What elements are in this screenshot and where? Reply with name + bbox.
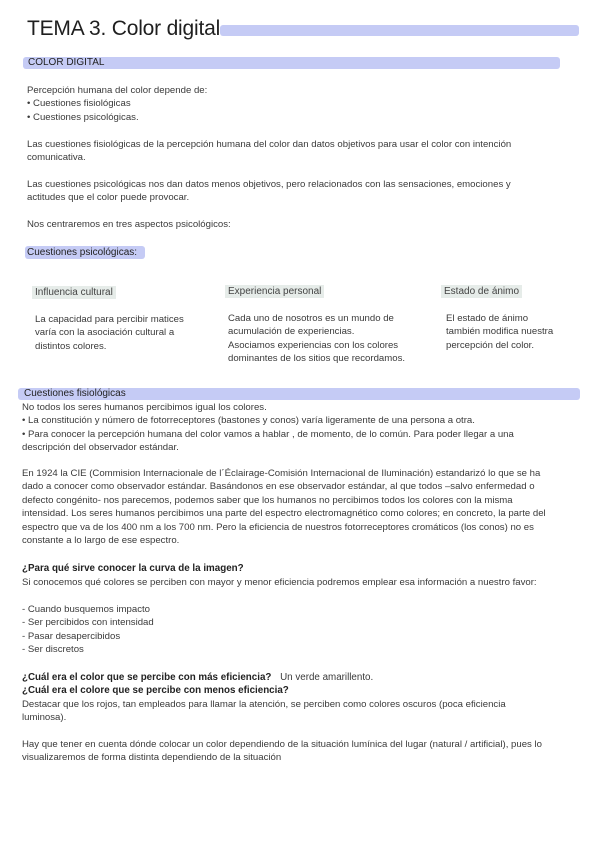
column-line: también modifica nuestra — [446, 326, 554, 338]
column-text-estado-de-animo — [446, 312, 553, 352]
paragraph-line: visualizaremos de forma distinta dependiendo de la situación — [22, 752, 282, 764]
list-item: - Cuando busquemos impacto — [22, 604, 150, 615]
intro-line: Percepción humana del color depende de: — [27, 85, 208, 96]
column-line: distintos colores. — [35, 340, 107, 352]
column-heading-estado-de-animo: Estado de ánimo — [441, 285, 522, 298]
page-title: TEMA 3. Color digital — [27, 17, 221, 40]
column-line: dominantes de los sitios que recordamos. — [228, 353, 406, 365]
column-heading-influencia-cultural: Influencia cultural — [32, 286, 116, 299]
column-line: El estado de ánimo — [446, 313, 529, 324]
list-item: - Ser discretos — [22, 644, 84, 656]
column-text-experiencia-personal — [228, 312, 405, 366]
efficiency-question-2 — [22, 684, 289, 697]
paragraph-line: Las cuestiones psicológicas nos dan datos menos objetivos, pero relacionados con las sensaciones, emociones y — [27, 179, 511, 190]
curve-answer — [22, 576, 587, 589]
efficiency-question-1-text: ¿Cuál era el color que se percibe con más eficiencia? — [22, 672, 272, 683]
title-underline-bar — [220, 25, 579, 36]
section-title-psicologicas: Cuestiones psicológicas: — [27, 247, 138, 258]
paragraph-line: Si conocemos qué colores se perciben con mayor y menor eficiencia podremos emplear esa información a nuestro favor: — [22, 577, 537, 588]
paragraph-line: constante a lo largo de ese espectro. — [22, 535, 180, 547]
paragraph-line: luminosa). — [22, 712, 67, 724]
efficiency-question-1 — [22, 671, 373, 684]
intro-line: • Cuestiones fisiológicas — [27, 98, 131, 110]
intro-paragraph-2 — [27, 178, 572, 205]
fisio-block — [22, 401, 582, 455]
paragraph-line: Hay que tener en cuenta dónde colocar un color dependiendo de la situación lumínica del lugar (natural / artificial), pues lo — [22, 739, 542, 750]
list-item: - Pasar desapercibidos — [22, 630, 121, 642]
paragraph-line: • La constitución y número de fotorreceptores (bastones y conos) varía ligeramente de una persona a otra. — [22, 415, 475, 427]
efficiency-answer-2 — [22, 698, 582, 725]
section-title-fisiologicas: Cuestiones fisiológicas — [24, 388, 126, 399]
intro-block — [27, 84, 567, 124]
list-item: - Ser percibidos con intensidad — [22, 617, 154, 629]
paragraph-line: intensidad. Los seres humanos percibimos una parte del espectro electromagnético como colores; en concreto, la parte del — [22, 508, 546, 520]
paragraph-line: defecto congénito- nos parecemos, podemos saber que los humanos no percibimos todos los colores con la misma — [22, 494, 513, 506]
column-line: acumulación de experiencias. — [228, 326, 355, 338]
curve-question-text: ¿Para qué sirve conocer la curva de la imagen? — [22, 563, 244, 574]
paragraph-line: actitudes que el color puede provocar. — [27, 192, 190, 204]
purpose-list — [22, 603, 154, 657]
paragraph-line: Las cuestiones fisiológicas de la percepción humana del color dan datos objetivos para usar el color con intención — [27, 139, 512, 150]
paragraph-line: comunicativa. — [27, 152, 86, 164]
column-line: Asociamos experiencias con los colores — [228, 339, 399, 351]
column-line: percepción del color. — [446, 339, 534, 351]
intro-line: • Cuestiones psicológicas. — [27, 111, 139, 123]
curve-question — [22, 562, 244, 575]
paragraph-line: No todos los seres humanos percibimos igual los colores. — [22, 402, 267, 413]
intro-paragraph-3: Nos centraremos en tres aspectos psicológicos: — [27, 219, 231, 230]
efficiency-question-2-text: ¿Cuál era el colore que se percibe con menos eficiencia? — [22, 685, 289, 696]
closing-paragraph — [22, 738, 587, 765]
paragraph-line: Destacar que los rojos, tan empleados para llamar la atención, se perciben como colores oscuros (poca eficiencia — [22, 699, 506, 710]
efficiency-answer-1: Un verde amarillento. — [280, 672, 374, 683]
column-line: Cada uno de nosotros es un mundo de — [228, 313, 394, 324]
cie-paragraph — [22, 467, 582, 547]
paragraph-line: En 1924 la CIE (Commision Internacionale de l´Éclairage-Comisión Internacional de Iluminación) estandarizó lo que se ha — [22, 468, 541, 479]
paragraph-line: • Para conocer la percepción humana del color vamos a hablar , de momento, de lo común. Para poder llegar a una — [22, 428, 514, 440]
paragraph-line: espectro que va de los 400 nm a los 700 nm. Pero la eficiencia de nuestros fotorreceptores cromáticos (los conos) no es — [22, 521, 534, 533]
section-title-color-digital: COLOR DIGITAL — [28, 57, 105, 68]
column-heading-experiencia-personal: Experiencia personal — [225, 285, 324, 298]
column-text-influencia-cultural — [35, 313, 184, 353]
paragraph-line: descripción del observador estándar. — [22, 442, 179, 454]
intro-paragraph-1 — [27, 138, 572, 165]
paragraph-line: dado a conocer como observador estándar. Basándonos en ese observador estándar, al que todos –salvo enfermedad o — [22, 481, 535, 493]
column-line: La capacidad para percibir matices — [35, 314, 184, 325]
column-line: varía con la asociación cultural a — [35, 327, 175, 339]
